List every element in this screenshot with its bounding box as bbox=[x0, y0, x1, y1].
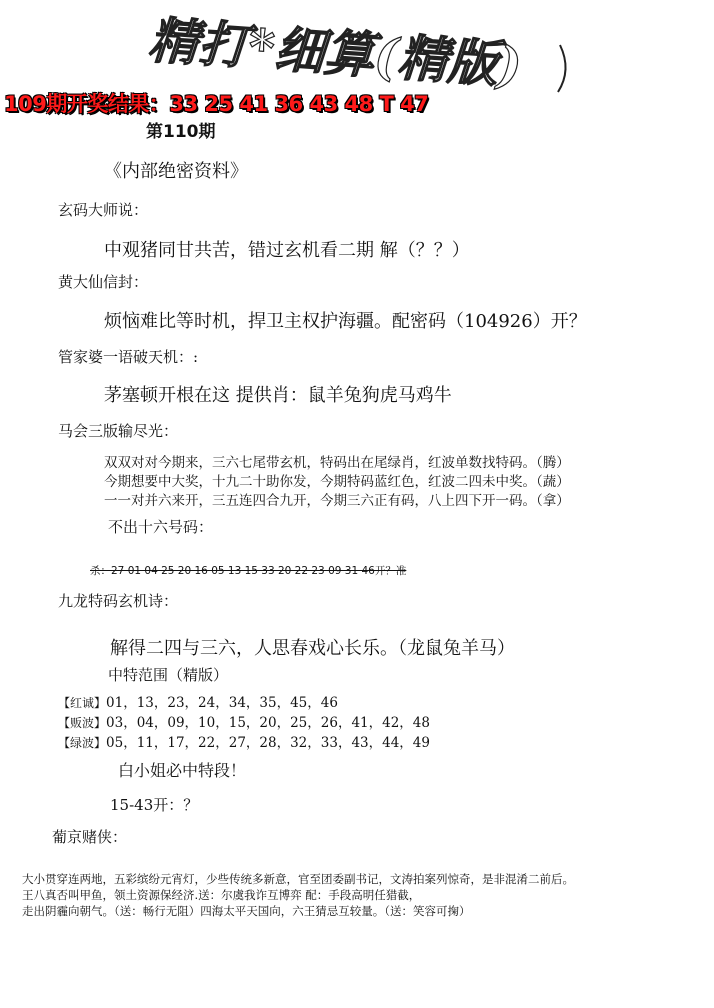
bottom-line-2: 王八真否叫甲鱼，领土资源保经济.送：尔虞我诈互博弈 配：手段高明任猎截， bbox=[22, 888, 421, 902]
baixiaojie-text: 白小姐必中特段！ bbox=[118, 761, 247, 780]
range-nums-blue: 03，04，09，10，15，20，25，26，41，42，48 bbox=[106, 715, 430, 731]
range-tag-green: 【绿波】 bbox=[58, 736, 107, 750]
xuanma-label: 玄码大师说： bbox=[58, 201, 149, 219]
mahui-label: 马会三版输尽光： bbox=[58, 422, 179, 440]
mahui-line-2: 今期想要中大奖，十九二十助你发，今期特码蓝红色，红波二四未中奖。（蔬） bbox=[104, 474, 570, 490]
bottom-line-3: 走出阴霾向朝气。（送：畅行无阻）四海太平天国向，六王猜忌互较量。（送：笑容可掬） bbox=[22, 904, 471, 918]
pujing-label: 葡京赌侠： bbox=[52, 828, 128, 846]
banner-paren-stroke bbox=[558, 45, 566, 92]
range-row-blue bbox=[58, 711, 430, 731]
kill-numbers-text: 杀：27 01 04 25 20 16 05 13 15 33 20 22 23 09 31 46开？准 bbox=[90, 565, 407, 577]
lottery-result: 109期开奖结果：33 25 41 36 43 48 T 47 bbox=[4, 92, 429, 116]
kill-numbers bbox=[90, 563, 406, 578]
bottom-line-1: 大小贯穿连两地，五彩缤纷元宵灯，少些传统多新意，官至团委副书记，文涛拍案列惊奇，是非混淆二前后。 bbox=[22, 872, 574, 886]
banner-title: 精打*细算(精版) bbox=[146, 10, 524, 96]
mahui-line-3: 一一对并六来开，三五连四合九开，今期三六正有码，八上四下开一码。（拿） bbox=[104, 493, 570, 509]
no16-label: 不出十六号码： bbox=[108, 518, 214, 536]
range-label: 中特范围（精版） bbox=[108, 666, 229, 684]
huang-label: 黄大仙信封： bbox=[58, 273, 149, 291]
range-row-green bbox=[58, 731, 430, 751]
guanjia-text: 茅塞顿开根在这 提供肖：鼠羊兔狗虎马鸡牛 bbox=[104, 385, 452, 406]
range-tag-blue: 【贩波】 bbox=[58, 716, 107, 730]
guanjia-label: 管家婆一语破天机：: bbox=[58, 348, 199, 366]
issue-number: 第110期 bbox=[146, 122, 216, 142]
doc-title: 《内部绝密资料》 bbox=[104, 161, 248, 182]
jiulong-label: 九龙特码玄机诗： bbox=[58, 592, 179, 610]
range-tag-red: 【红诚】 bbox=[58, 696, 107, 710]
mahui-line-1: 双双对对今期来，三六七尾带玄机，特码出在尾绿肖，红波单数找特码。（腾） bbox=[104, 455, 570, 471]
jiulong-text: 解得二四与三六，人思春戏心长乐。（龙鼠兔羊马） bbox=[110, 638, 515, 659]
range-nums-green: 05，11，17，22，27，28，32，33，43，44，49 bbox=[106, 735, 430, 751]
xuanma-text: 中观猪同甘共苦，错过玄机看二期 解（？？） bbox=[104, 240, 470, 261]
duan-text: 15-43开：？ bbox=[110, 796, 199, 814]
range-nums-red: 01，13，23，24，34，35，45，46 bbox=[106, 695, 338, 711]
huang-text: 烦恼难比等时机，捍卫主权护海疆。配密码（104926）开？ bbox=[104, 311, 587, 332]
range-row-red bbox=[58, 691, 338, 711]
